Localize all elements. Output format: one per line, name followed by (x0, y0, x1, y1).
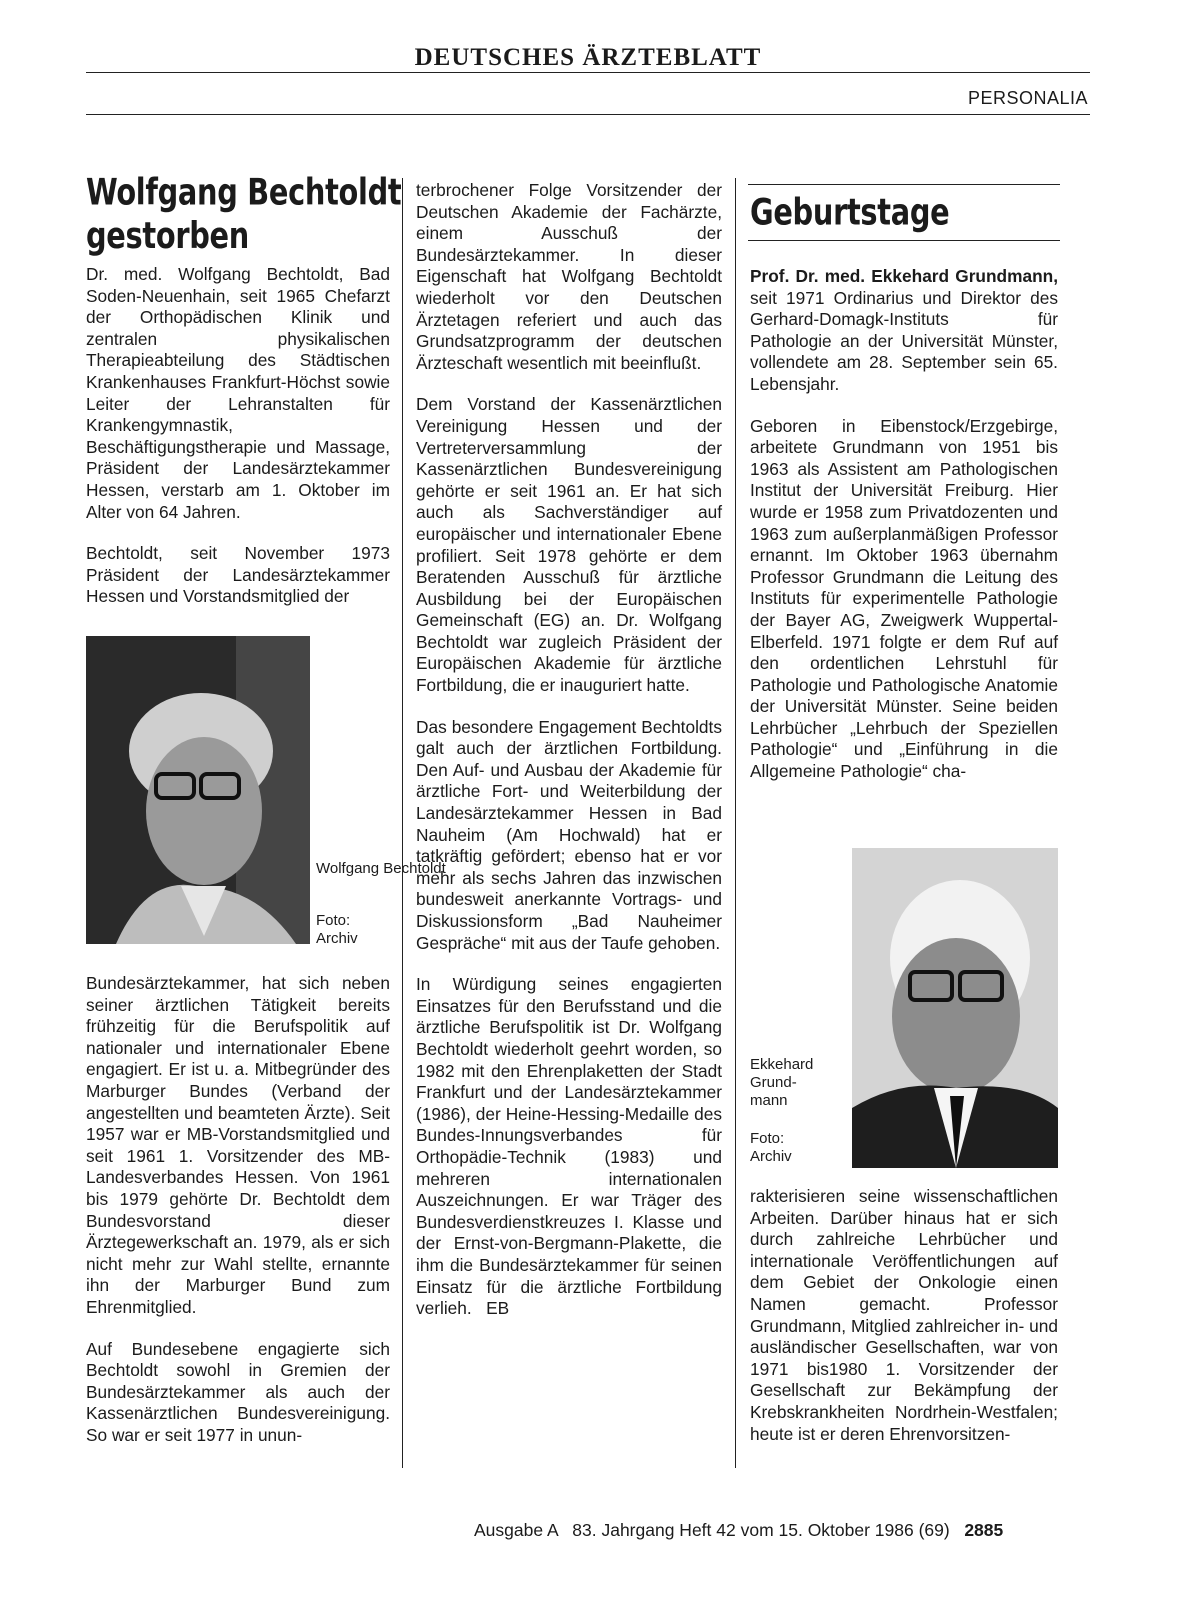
portrait-photo-bechtoldt (86, 636, 310, 944)
birthdays-headline: Geburtstage (750, 190, 950, 234)
paragraph: Geboren in Eibenstock/Erzgebirge, arbeitete Grundmann von 1951 bis 1963 als Assistent am Pathologischen Institut der Universität Freiburg. Hier wurde er 1958 zum Privatdozenten und 1963 zum außerplanmäßigen Professor ernannt. Im Oktober 1963 übernahm Professor Grundmann die Leitung des Instituts für experimentelle Pathologie der Bayer AG, Zweigwerk Wuppertal-Elberfeld. 1971 folgte er dem Ruf auf den ordentlichen Lehrstuhl für Pathologie und Pathologische Anatomie der Universität Münster. Seine beiden Lehrbücher „Lehrbuch der Speziellen Pathologie“ und „Einführung in die Allgemeine Pathologie“ cha- (750, 415, 1058, 782)
article-column-2 (416, 180, 722, 1320)
lead-text: seit 1971 Ordinarius und Direktor des Gerhard-Domagk-Instituts für Pathologie an der Universität Münster, vollendete am 28. September sein 65. Lebensjahr. (750, 287, 1058, 394)
portrait-image (852, 848, 1058, 1168)
article-headline (86, 170, 401, 257)
paragraph: terbrochener Folge Vorsitzender der Deutschen Akademie der Fachärzte, einem Ausschuß der Bundesärztekammer. In dieser Eigenschaft hat Wolfgang Bechtoldt wiederholt vor den Deutschen Ärztetagen referiert und auch das Grundsatzprogramm der deutschen Ärzteschaft wesentlich mit beeinflußt. (416, 180, 722, 373)
photo-caption: Wolfgang Bechtoldt (316, 860, 446, 877)
article-column-1 (86, 264, 390, 608)
page-number: 2885 (964, 1520, 1004, 1540)
paragraph: Bundesärztekammer, hat sich neben seiner ärztlichen Tätigkeit bereits frühzeitig für die Berufspolitik auf nationaler und internationaler Ebene engagiert. Er ist u. a. Mitbegründer des Marburger Bundes (Verband der angestellten und beamteten Ärzte). Seit 1957 war er MB-Vorstandsmitglied und seit 1961 1. Vorsitzender des MB-Landesverbandes Hessen. Von 1961 bis 1979 gehörte Dr. Bechtoldt dem Bundesvorstand dieser Ärztegewerkschaft an. 1979, als er sich nicht mehr zur Wahl stellte, ernannte ihn der Marburger Bund zum Ehrenmitglied. (86, 973, 390, 1317)
photo-caption-line: Ekkehard (750, 1056, 814, 1073)
photo-credit-line: Archiv (316, 930, 358, 947)
photo-credit (750, 1130, 792, 1166)
photo-credit-line: Foto: (750, 1130, 785, 1147)
birthday-column (750, 266, 1058, 783)
photo-caption-line: mann (750, 1092, 788, 1109)
photo-caption-line: Grund- (750, 1074, 797, 1091)
paragraph-text: In Würdigung seines engagierten Einsatzes für den Berufsstand und die ärztliche Berufspolitik ist Dr. Wolfgang Bechtoldt wiederholt geehrt worden, so 1982 mit den Ehrenplaketten der Stadt Frankfurt und der Landesärztekammer (1986), der Heine-Hessing-Medaille des Bundes-Innungsverbandes für Orthopädie-Technik (1983) und mehreren internationalen Auszeichnungen. Er war Träger des Bundesverdienstkreuzes I. Klasse und der Ernst-von-Bergmann-Plakette, die ihm die Bundesärztekammer für seinen Einsatz für die ärztliche Fortbildung verlieh. (416, 974, 722, 1319)
headline-line-2: gestorben (86, 213, 249, 258)
masthead-title: DEUTSCHES ÄRZTEBLATT (414, 44, 762, 71)
issue-info: Ausgabe A 83. Jahrgang Heft 42 vom 15. Oktober 1986 (69) (474, 1520, 950, 1540)
birthday-column-continued (750, 1186, 1058, 1445)
article-column-1-continued (86, 973, 390, 1446)
page-footer (474, 1520, 1003, 1541)
paragraph: Dem Vorstand der Kassenärztlichen Vereinigung Hessen und der Vertreterversammlung der Kassenärztlichen Bundesvereinigung gehörte er seit 1961 an. Er hat sich auch als Sachverständiger auf europäischer und internationaler Ebene profiliert. Seit 1978 gehörte er dem Beratenden Ausschuß für ärztliche Ausbildung bei der Europäischen Gemeinschaft (EG) an. Dr. Wolfgang Bechtoldt war zugleich Präsident der Europäischen Akademie für ärztliche Fortbildung, die er inauguriert hatte. (416, 394, 722, 696)
author-initials: EB (486, 1298, 510, 1319)
paragraph (750, 266, 1058, 396)
paragraph: Auf Bundesebene engagierte sich Bechtoldt sowohl in Gremien der Bundesärztekammer als auch der Kassenärztlichen Bundesvereinigung. So war er seit 1977 in unun- (86, 1338, 390, 1445)
section-rule (86, 114, 1090, 115)
masthead-rule (86, 72, 1090, 73)
paragraph: Das besondere Engagement Bechtoldts galt auch der ärztlichen Fortbildung. Den Auf- und Ausbau der Akademie für ärztliche Fort- und Weiterbildung der Landesärztekammer Hessen in Bad Nauheim (Am Hochwald) hat er tatkräftig gefördert; ebenso hat er vor mehr als sechs Jahren das inzwischen bundesweit anerkannte Vortrags- und Diskussionsform „Bad Nauheimer Gespräche“ mit aus der Taufe gehoben. (416, 716, 722, 953)
headline-line-1: Wolfgang Bechtoldt (86, 170, 402, 214)
section-rule-bottom (748, 240, 1060, 241)
section-label: PERSONALIA (967, 88, 1088, 108)
photo-credit (316, 912, 358, 948)
photo-credit-line: Foto: (316, 912, 351, 929)
portrait-image (86, 636, 310, 944)
paragraph: Bechtoldt, seit November 1973 Präsident der Landesärztekammer Hessen und Vorstandsmitglied der (86, 543, 390, 607)
photo-caption (750, 1056, 813, 1110)
section-rule-top (748, 184, 1060, 185)
paragraph: Dr. med. Wolfgang Bechtoldt, Bad Soden-Neuenhain, seit 1965 Chefarzt der Orthopädischen Klinik und zentralen physikalischen Therapieabteilung des Städtischen Krankenhauses Frankfurt-Höchst sowie Leiter der Lehranstalten für Krankengymnastik, Beschäftigungstherapie und Massage, Präsident der Landesärztekammer Hessen, verstarb am 1. Oktober im Alter von 64 Jahren. (86, 264, 390, 522)
photo-credit-line: Archiv (750, 1148, 792, 1165)
lead-name: Prof. Dr. med. Ekkehard Grundmann, (750, 266, 1058, 286)
column-divider (735, 178, 736, 1468)
paragraph (416, 974, 722, 1320)
portrait-photo-grundmann (852, 848, 1058, 1168)
paragraph: rakterisieren seine wissenschaftlichen Arbeiten. Darüber hinaus hat er sich durch zahlreiche Lehrbücher und internationale Veröffentlichungen auf dem Gebiet der Onkologie einen Namen gemacht. Professor Grundmann, Mitglied zahlreicher in- und ausländischer Gesellschaften, war von 1971 bis1980 1. Vorsitzender der Gesellschaft zur Bekämpfung der Krebskrankheiten Nordrhein-Westfalen; heute ist er deren Ehrenvorsitzen- (750, 1186, 1058, 1444)
column-divider (402, 178, 403, 1468)
